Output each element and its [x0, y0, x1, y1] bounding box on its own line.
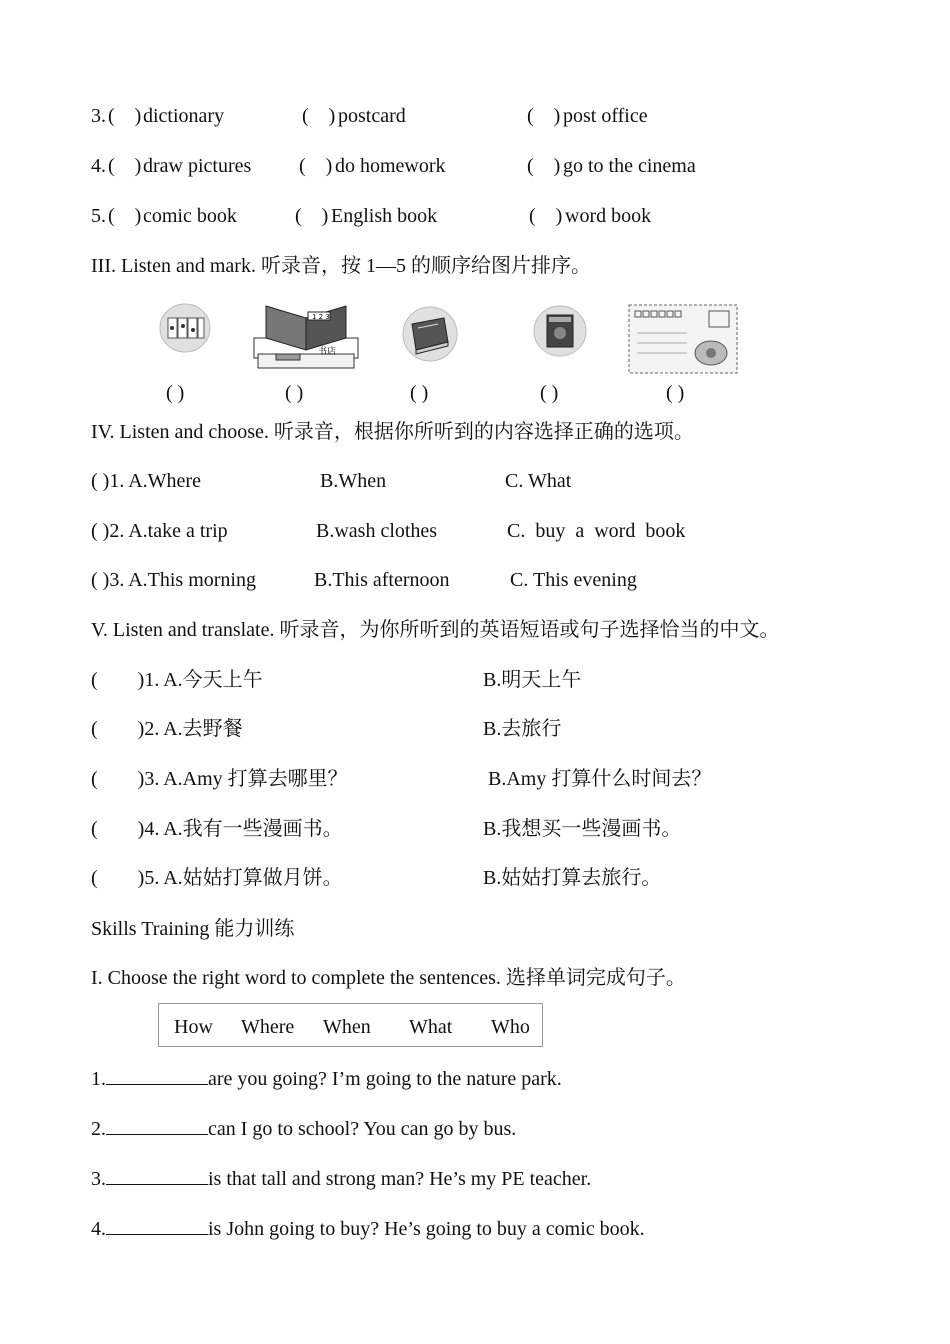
picture-3-blank[interactable]: ( ) — [410, 382, 429, 404]
row-number: 4. — [91, 155, 106, 177]
option-b: B.我想买一些漫画书。 — [483, 818, 682, 840]
answer-bracket[interactable]: ( ) — [527, 155, 561, 177]
section-v-heading: V. Listen and translate. 听录音，为你所听到的英语短语或句子选择恰当的中文。 — [91, 619, 780, 641]
option-b: postcard — [338, 105, 406, 127]
section-iv-heading: IV. Listen and choose. 听录音，根据你所听到的内容选择正确的选项。 — [91, 421, 694, 443]
sentence-1 — [91, 1066, 562, 1091]
option-c: C. What — [505, 470, 572, 492]
question-lead: ( )2. A.take a trip — [91, 520, 228, 542]
sentence-3 — [91, 1166, 591, 1191]
option-a: comic book — [143, 205, 237, 227]
word-option: Where — [241, 1016, 295, 1038]
option-c: go to the cinema — [563, 155, 696, 177]
option-b: English book — [331, 205, 438, 227]
answer-bracket[interactable]: ( ) — [108, 205, 142, 227]
picture-4-blank[interactable]: ( ) — [540, 382, 559, 404]
option-b: B.This afternoon — [314, 569, 450, 591]
answer-bracket[interactable]: ( ) — [108, 105, 142, 127]
option-c: word book — [565, 205, 652, 227]
picture-1-blank[interactable]: ( ) — [166, 382, 185, 404]
fill-blank[interactable] — [106, 1116, 208, 1135]
skills-title: Skills Training 能力训练 — [91, 918, 295, 940]
answer-bracket[interactable]: ( ) — [299, 155, 333, 177]
skills-heading: I. Choose the right word to complete the sentences. 选择单词完成句子。 — [91, 967, 686, 989]
sentence-number: 2. — [91, 1118, 106, 1140]
word-option: Who — [491, 1016, 530, 1038]
option-c: post office — [563, 105, 648, 127]
question-lead: ( )1. A.Where — [91, 470, 201, 492]
answer-bracket[interactable]: ( ) — [108, 155, 142, 177]
question-lead: ( )2. A.去野餐 — [91, 718, 243, 740]
fill-blank[interactable] — [106, 1166, 208, 1185]
word-option: When — [323, 1016, 371, 1038]
bookstore-picture — [252, 298, 360, 374]
answer-bracket[interactable]: ( ) — [529, 205, 563, 227]
word-option: What — [409, 1016, 453, 1038]
question-lead: ( )1. A.今天上午 — [91, 669, 263, 691]
option-b: do homework — [335, 155, 446, 177]
sentence-number: 4. — [91, 1218, 106, 1240]
sentence-number: 1. — [91, 1068, 106, 1090]
cards-picture — [158, 302, 212, 354]
comic-book-picture — [533, 305, 587, 357]
question-lead: ( )4. A.我有一些漫画书。 — [91, 818, 343, 840]
section-iii-heading: III. Listen and mark. 听录音，按 1—5 的顺序给图片排序。 — [91, 255, 591, 277]
sentence-text: are you going? I’m going to the nature park. — [208, 1068, 562, 1090]
row-number: 5. — [91, 205, 106, 227]
book-spine-text: 1 2 3 — [312, 313, 330, 321]
picture-2-blank[interactable]: ( ) — [285, 382, 304, 404]
fill-blank[interactable] — [106, 1216, 208, 1235]
option-a: dictionary — [143, 105, 225, 127]
shop-sign-text: 书店 — [318, 347, 337, 357]
row-number: 3. — [91, 105, 106, 127]
answer-bracket[interactable]: ( ) — [302, 105, 336, 127]
option-c: C. This evening — [510, 569, 637, 591]
answer-bracket[interactable]: ( ) — [295, 205, 329, 227]
option-c: C. buy a word book — [507, 520, 686, 542]
sentence-text: can I go to school? You can go by bus. — [208, 1118, 517, 1140]
word-bank — [158, 1003, 543, 1047]
option-a: draw pictures — [143, 155, 252, 177]
sentence-4 — [91, 1216, 645, 1241]
option-b: B.姑姑打算去旅行。 — [483, 867, 662, 889]
sentence-number: 3. — [91, 1168, 106, 1190]
dictionary-picture — [402, 306, 458, 362]
option-b: B.Amy 打算什么时间去？ — [488, 768, 712, 790]
sentence-text: is that tall and strong man? He’s my PE teacher. — [208, 1168, 592, 1190]
picture-5-blank[interactable]: ( ) — [666, 382, 685, 404]
postcard-picture — [627, 303, 739, 375]
fill-blank[interactable] — [106, 1066, 208, 1085]
question-lead: ( )3. A.Amy 打算去哪里？ — [91, 768, 348, 790]
question-lead: ( )3. A.This morning — [91, 569, 256, 591]
option-b: B.When — [320, 470, 387, 492]
sentence-text: is John going to buy? He’s going to buy a comic book. — [208, 1218, 645, 1240]
word-option: How — [174, 1016, 213, 1038]
sentence-2 — [91, 1116, 516, 1141]
answer-bracket[interactable]: ( ) — [527, 105, 561, 127]
question-lead: ( )5. A.姑姑打算做月饼。 — [91, 867, 343, 889]
option-b: B.明天上午 — [483, 669, 582, 691]
option-b: B.去旅行 — [483, 718, 562, 740]
option-b: B.wash clothes — [316, 520, 438, 542]
